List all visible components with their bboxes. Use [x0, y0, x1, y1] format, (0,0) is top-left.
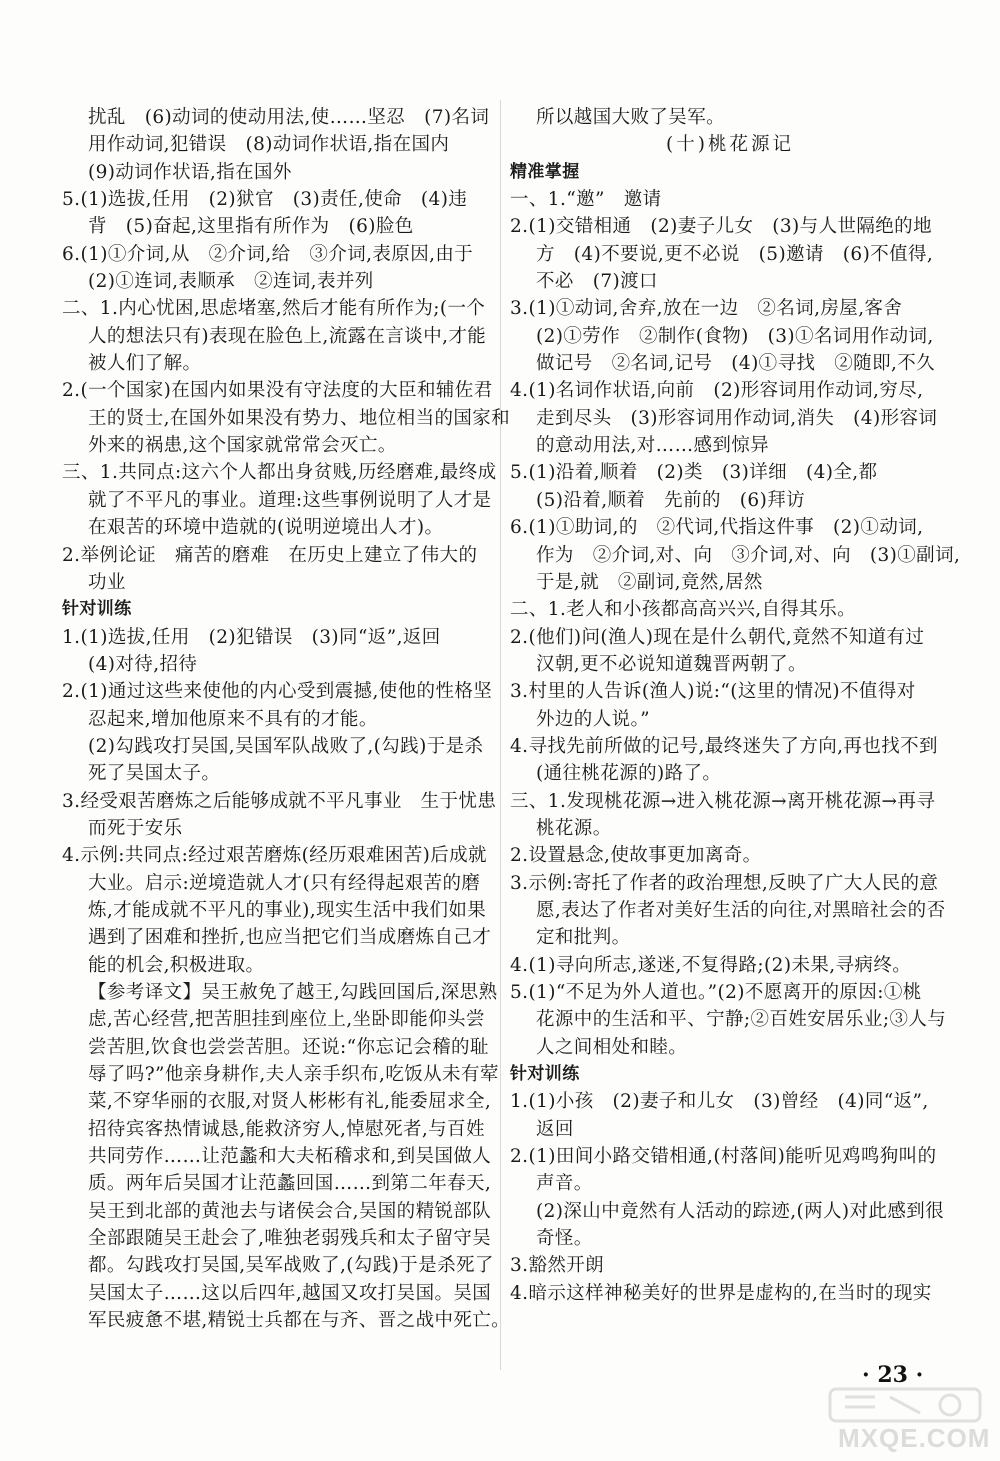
answer-line: 愿,表达了作者对美好生活的向往,对黑暗社会的否: [536, 899, 946, 921]
answer-line: (5)沿着,顺着 先前的 (6)拜访: [536, 489, 805, 511]
answer-line: 2.设置悬念,使故事更加离奇。: [510, 845, 762, 867]
answer-line: (通往桃花源的)路了。: [536, 763, 722, 785]
answer-line: 扰乱 (6)动词的使动用法,使……坚忍 (7)名词: [88, 107, 490, 128]
answer-line: (9)动词作状语,指在国外: [88, 161, 292, 183]
answer-line: 4.暗示这样神秘美好的世界是虚构的,在当时的现实: [510, 1282, 932, 1304]
answer-line: (4)对待,招待: [88, 653, 198, 675]
answer-line: 于是,就 ②副词,竟然,居然: [536, 571, 763, 593]
answer-line: 【参考译文】吴王赦免了越王,勾践回国后,深思熟: [88, 982, 498, 1003]
answer-line: 三、1.共同点:这六个人都出身贫贱,历经磨难,最终成: [62, 462, 497, 484]
answer-line: 功业: [88, 571, 126, 593]
answer-line: (2)勾践攻打吴国,吴国军队战败了,(勾践)于是杀: [88, 735, 484, 757]
answer-line: 桃花源。: [536, 817, 612, 839]
answer-line: 三、1.发现桃花源→进入桃花源→离开桃花源→再寻: [510, 790, 936, 812]
answer-line: 5.(1)选拔,任用 (2)狱官 (3)责任,使命 (4)违: [62, 189, 468, 211]
answer-line: 的意动用法,对……感到惊异: [536, 435, 770, 457]
column-divider: [500, 100, 501, 1370]
section-title: (十)桃花源记: [666, 134, 794, 156]
right-column: [510, 104, 961, 1307]
answer-line: 共同劳作……让范蠡和大夫柘稽求和,到吴国做人: [88, 1146, 492, 1168]
answer-line: 死了吴国太子。: [88, 763, 221, 785]
answer-line: 被人们了解。: [88, 353, 202, 375]
answer-line: (2)深山中竟然有人活动的踪迹,(两人)对此感到很: [536, 1200, 945, 1222]
answer-line: 外边的人说。”: [536, 708, 651, 730]
answer-line: 二、1.老人和小孩都高高兴兴,自得其乐。: [510, 599, 857, 621]
answer-line: 返回: [536, 1118, 574, 1140]
answer-line: 2.(1)交错相通 (2)妻子儿女 (3)与人世隔绝的地: [510, 216, 932, 238]
answer-line: 能的机会,积极进取。: [88, 954, 265, 976]
left-column: [62, 104, 511, 1334]
answer-line: 招待宾客热情诚恳,能救济穷人,悼慰死者,与百姓: [88, 1118, 485, 1140]
answer-line: 4.示例:共同点:经过艰苦磨炼(经历艰难困苦)后成就: [62, 845, 487, 867]
answer-line: 3.村里的人告诉(渔人)说:“(这里的情况)不值得对: [510, 681, 916, 703]
answer-line: 所以越国大败了吴军。: [536, 107, 726, 128]
answer-line: 王的贤士,在国外如果没有势力、地位相当的国家和: [88, 407, 511, 429]
answer-line: 4.(1)名词作状语,向前 (2)形容词用作动词,穷尽,: [510, 380, 924, 402]
answer-line: 5.(1)“不足为外人道也。”(2)不愿离开的原因:①桃: [510, 982, 922, 1003]
answer-line: 用作动词,犯错误 (8)动词作状语,指在国内: [88, 134, 450, 156]
answer-line: 汉朝,更不必说知道魏晋两朝了。: [536, 653, 807, 675]
answer-line: 作为 ②介词,对、向 ③介词,对、向 (3)①副词,: [536, 544, 961, 566]
answer-line: 1.(1)选拔,任用 (2)犯错误 (3)同“返”,返回: [62, 626, 441, 648]
answer-line: 3.经受艰苦磨炼之后能够成就不平凡事业 生于忧患: [62, 790, 497, 812]
answer-line: 4.寻找先前所做的记号,最终迷失了方向,再也找不到: [510, 735, 938, 757]
answer-line: 做记号 ②名词,记号 (4)①寻找 ②随即,不久: [536, 353, 936, 375]
answer-line: 2.举例论证 痛苦的磨难 在历史上建立了伟大的: [62, 544, 478, 566]
answer-line: 忍起来,增加他原来不具有的才能。: [88, 708, 378, 730]
answer-line: 5.(1)沿着,顺着 (2)类 (3)详细 (4)全,都: [510, 462, 878, 484]
answer-line: 吴王到北部的黄池去与诸侯会合,吴国的精锐部队: [88, 1200, 492, 1222]
answer-line: 军民疲惫不堪,精锐士兵都在与齐、晋之战中死亡。: [88, 1310, 511, 1332]
answer-line: 走到尽头 (3)形容词用作动词,消失 (4)形容词: [536, 407, 938, 429]
page-number: · 23 ·: [862, 1362, 924, 1388]
answer-line: 人之间相处和睦。: [536, 1036, 688, 1058]
answer-line: 方 (4)不要说,更不必说 (5)邀请 (6)不值得,: [536, 243, 934, 265]
answer-line: 炼,才能成就不平凡的事业),现实生活中我们如果: [88, 899, 487, 921]
section-heading: 针对训练: [510, 1064, 580, 1085]
answer-line: 全部跟随吴王赴会了,唯独老弱残兵和太子留守吴: [88, 1228, 492, 1250]
answer-line: 质。两年后吴国才让范蠡回国……到第二年春天,: [88, 1173, 492, 1195]
answer-line: (2)①劳作 ②制作(食物) (3)①名词用作动词,: [536, 325, 934, 347]
answer-line: 就了不平凡的事业。道理:这些事例说明了人才是: [88, 489, 492, 511]
watermark-text: MXQE.COM: [838, 1423, 991, 1453]
answer-line: 在艰苦的环境中造就的(说明逆境出人才)。: [88, 517, 444, 539]
answer-line: 一、1.“邀” 邀请: [510, 189, 662, 211]
answer-line: 背 (5)奋起,这里指有所作为 (6)脸色: [88, 216, 414, 238]
answer-line: 1.(1)小孩 (2)妻子和儿女 (3)曾经 (4)同“返”,: [510, 1091, 929, 1113]
answer-line: 都。勾践攻打吴国,吴军战败了,(勾践)于是杀死了: [88, 1255, 494, 1277]
answer-line: 2.(1)通过这些来使他的内心受到震撼,使他的性格坚: [62, 681, 493, 703]
answer-line: 虑,苦心经营,把苦胆挂到座位上,坐卧即能仰头尝: [88, 1009, 485, 1031]
answer-line: 定和批判。: [536, 927, 631, 949]
answer-line: 而死于安乐: [88, 817, 183, 839]
answer-line: 声音。: [536, 1173, 593, 1195]
answer-line: 6.(1)①助词,的 ②代词,代指这件事 (2)①动词,: [510, 517, 924, 539]
answer-line: 不必 (7)渡口: [536, 271, 658, 293]
answer-line: 尝苦胆,饮食也尝尝苦胆。还说:“你忘记会稽的耻: [88, 1036, 489, 1058]
answer-line: 人的想法只有)表现在脸色上,流露在言谈中,才能: [88, 325, 487, 347]
answer-line: 4.(1)寻向所志,遂迷,不复得路;(2)未果,寻病终。: [510, 954, 912, 976]
answer-line: 吴国太子……这以后四年,越国又攻打吴国。吴国: [88, 1282, 492, 1304]
answer-line: 外来的祸患,这个国家就常常会灭亡。: [88, 435, 397, 457]
answer-line: 奇怪。: [536, 1228, 593, 1250]
answer-line: 2.(一个国家)在国内如果没有守法度的大臣和辅佐君: [62, 380, 493, 402]
section-heading: 针对训练: [62, 599, 132, 620]
watermark-logo: [800, 1385, 990, 1455]
answer-line: 花源中的生活和平、宁静;②百姓安居乐业;③人与: [536, 1009, 947, 1031]
answer-line: 大业。启示:逆境造就人才(只有经得起艰苦的磨: [88, 872, 481, 894]
section-heading: 精准掌握: [510, 161, 580, 182]
answer-line: 辱了吗?”他亲身耕作,夫人亲手织布,吃饭从未有荤: [88, 1064, 499, 1086]
answer-line: 二、1.内心忧困,思虑堵塞,然后才能有所作为;(一个: [62, 298, 486, 320]
answer-line: 2.(1)田间小路交错相通,(村落间)能听见鸡鸣狗叫的: [510, 1146, 937, 1168]
answer-line: 3.示例:寄托了作者的政治理想,反映了广大人民的意: [510, 872, 939, 894]
answer-line: 3.(1)①动词,舍弃,放在一边 ②名词,房屋,客舍: [510, 298, 903, 320]
answer-line: (2)①连词,表顺承 ②连词,表并列: [88, 271, 374, 293]
answer-line: 2.(他们)问(渔人)现在是什么朝代,竟然不知道有过: [510, 626, 925, 648]
answer-line: 3.豁然开朗: [510, 1255, 605, 1277]
answer-line: 6.(1)①介词,从 ②介词,给 ③介词,表原因,由于: [62, 243, 474, 265]
answer-line: 菜,不穿华丽的衣服,对贤人彬彬有礼,能委屈求全,: [88, 1091, 492, 1113]
answer-line: 遇到了困难和挫折,也应当把它们当成磨炼自己才: [88, 927, 492, 949]
